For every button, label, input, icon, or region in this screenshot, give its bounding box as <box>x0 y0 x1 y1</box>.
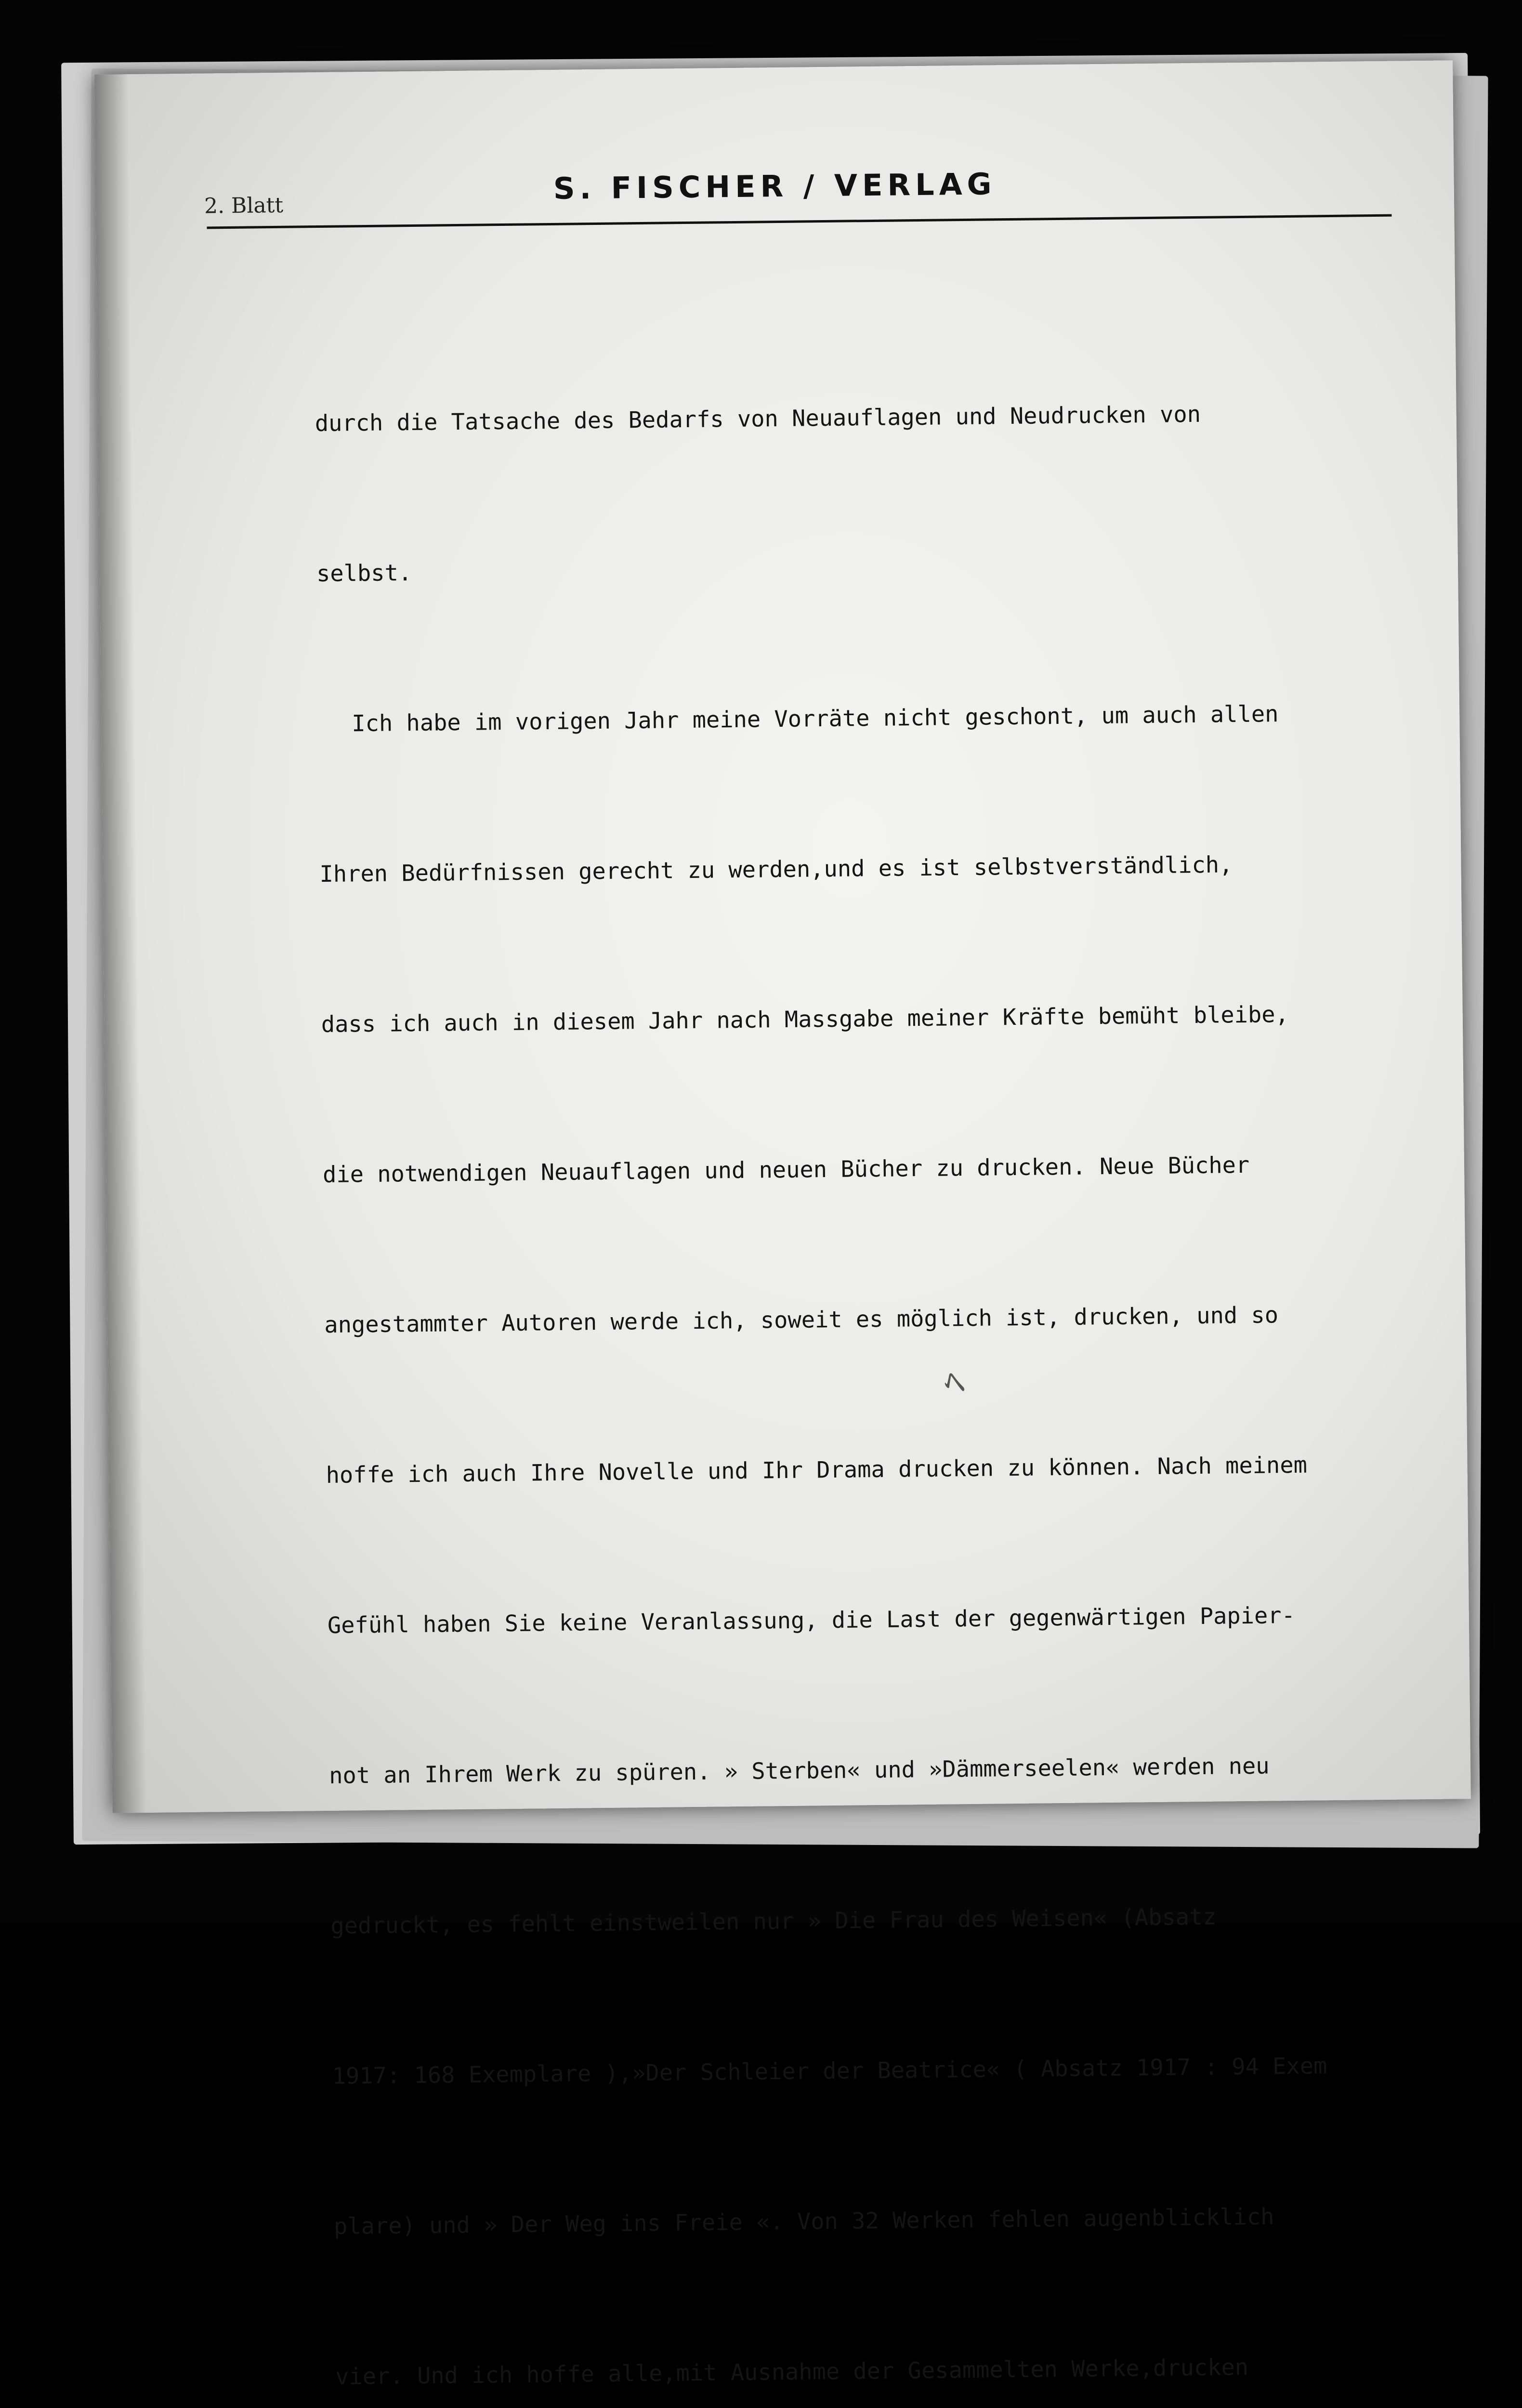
text-line: Gefühl haben Sie keine Veranlassung, die Last der gegenwärtigen Papier- <box>327 1602 1296 1639</box>
text-line: vier. Und ich hoffe alle,mit Ausnahme der Gesammelten Werke,drucken <box>335 2354 1249 2390</box>
text-line: 1917: 168 Exemplare ),»Der Schleier der Beatrice« ( Absatz 1917 : 94 Exem <box>332 2053 1327 2090</box>
text-line: gedruckt, es fehlt einstweilen nur » Die Frau des Weisen« (Absatz <box>330 1903 1217 1939</box>
text-line: selbst. <box>316 560 412 588</box>
text-line: plare) und » Der Weg ins Freie «. Von 32 Werken fehlen augenblicklich <box>333 2203 1274 2240</box>
sheet-number: 2. Blatt <box>204 193 284 219</box>
handwritten-mark: ﾍ <box>941 1359 967 1406</box>
letter-page <box>94 60 1471 2390</box>
letterhead: S. FISCHER / VERLAG <box>553 166 997 206</box>
letter-body <box>314 287 1457 2408</box>
text-line: hoffe ich auch Ihre Novelle und Ihr Drama drucken zu können. Nach meinem <box>326 1452 1308 1489</box>
text-line: Ich habe im vorigen Jahr meine Vorräte nicht geschont, um auch allen <box>352 701 1279 737</box>
text-line: Ihren Bedürfnissen gerecht zu werden,und es ist selbstverständlich, <box>319 851 1233 888</box>
text-line: durch die Tatsache des Bedarfs von Neuauflagen und Neudrucken von <box>315 401 1201 437</box>
text-line: angestammter Autoren werde ich, soweit es möglich ist, drucken, und so <box>324 1302 1279 1339</box>
text-line: not an Ihrem Werk zu spüren. » Sterben« und »Dämmerseelen« werden neu <box>328 1753 1270 1789</box>
text-line: dass ich auch in diesem Jahr nach Massgabe meiner Kräfte bemüht bleibe, <box>321 1001 1289 1038</box>
letterhead-rule <box>207 214 1391 229</box>
text-line: die notwendigen Neuauflagen und neuen Bücher zu drucken. Neue Bücher <box>322 1152 1250 1189</box>
